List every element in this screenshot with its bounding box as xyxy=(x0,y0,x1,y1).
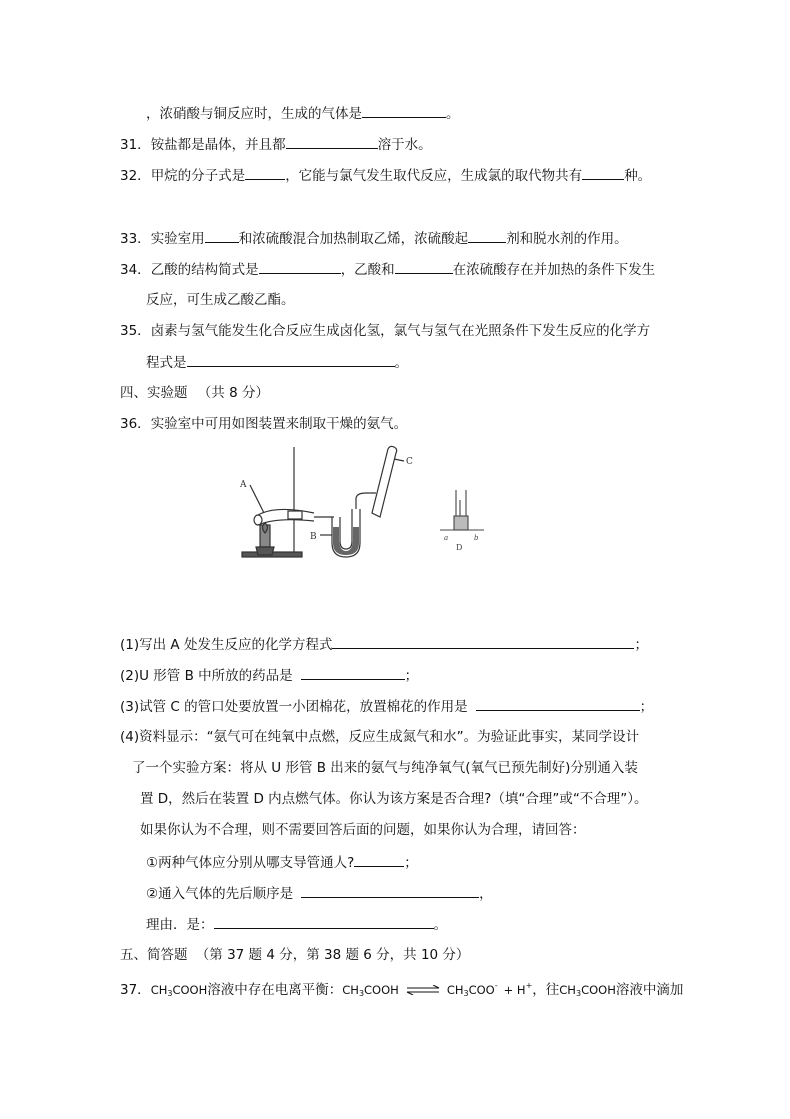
q34-post: 在浓硫酸存在并加热的条件下发生 xyxy=(452,262,656,278)
section-5-heading xyxy=(120,945,469,965)
q36-p3-blank[interactable] xyxy=(476,696,640,711)
q30-blank[interactable] xyxy=(362,103,446,118)
question-37 xyxy=(120,976,683,1004)
q33-pre: 实验室用 xyxy=(150,231,205,247)
q37-hydrogen-ion xyxy=(504,983,533,997)
q34-line-2: 反应，可生成乙酸乙酯。 xyxy=(146,292,295,308)
device-d-label: D xyxy=(456,543,463,552)
q36-sub-2 xyxy=(146,883,493,904)
q36-p1-semicolon: ； xyxy=(634,637,648,653)
q34-mid: ，乙酸和 xyxy=(340,262,395,278)
q35-pre: 程式是 xyxy=(146,355,187,371)
q36-part-4-line-1: (4)资料显示：“氨气可在纯氧中点燃，反应生成氮气和水”。为验证此事实，某同学设计 xyxy=(120,729,640,745)
q35-post: 。 xyxy=(394,355,408,371)
test-tube-c xyxy=(372,446,397,517)
equilibrium-arrow-icon xyxy=(405,985,441,995)
q33-number: 33． xyxy=(120,231,151,247)
q36-part-1 xyxy=(120,634,648,655)
q37-text-3: 溶液中滴加 xyxy=(615,982,684,998)
q37-formula-2 xyxy=(342,983,399,997)
question-32 xyxy=(120,165,651,186)
u-tube-inner xyxy=(340,509,352,549)
q36-s2-text: ②通入气体的先后顺序是 xyxy=(146,886,294,902)
q36-p1-text: (1)写出 A 处发生反应的化学方程式 xyxy=(120,637,333,653)
q37-h-charge: + xyxy=(525,981,533,990)
device-d-label-a: a xyxy=(444,534,449,542)
q36-s1-text: ①两种气体应分别从哪支导管通人? xyxy=(146,855,355,871)
q37-f3-b: COO xyxy=(468,983,495,997)
q35-line-2 xyxy=(146,352,408,373)
q36-s1-semicolon: ； xyxy=(404,855,418,871)
q36-p2-blank[interactable] xyxy=(301,665,405,680)
q36-text: 实验室中可用如图装置来制取干燥的氨气。 xyxy=(150,416,408,432)
section-4-points: （共 8 分） xyxy=(197,385,269,401)
q37-f3-sub: 3 xyxy=(463,989,469,998)
u-tube-drying-agent xyxy=(333,527,359,555)
q30-pre: ，浓硝酸与铜反应时，生成的气体是 xyxy=(146,106,362,122)
q36-sub-1 xyxy=(146,852,418,873)
q37-f2-b: COOH xyxy=(364,983,399,997)
line-q30-end xyxy=(146,103,460,124)
label-b: B xyxy=(310,532,317,542)
q31-number: 31． xyxy=(120,137,151,153)
q35-line-1: 卤素与氢气能发生化合反应生成卤化氢，氯气与氢气在光照条件下发生反应的化学方 xyxy=(150,323,651,339)
q37-formula-1 xyxy=(151,983,208,997)
q34-blank-2[interactable] xyxy=(395,259,453,274)
q36-number: 36． xyxy=(120,416,151,432)
q37-text-2: ，往 xyxy=(532,982,560,998)
device-d-label-b: b xyxy=(474,534,479,542)
q32-number: 32． xyxy=(120,168,151,184)
q37-f1-a: CH xyxy=(150,983,168,997)
q37-f2-a: CH xyxy=(342,983,359,997)
q37-formula-4 xyxy=(559,983,616,997)
q37-f3-a: CH xyxy=(446,983,464,997)
q36-p2-semicolon: ； xyxy=(404,668,419,684)
q33-post: 剂和脱水剂的作用。 xyxy=(506,231,628,247)
label-a: A xyxy=(240,480,247,490)
device-d-figure xyxy=(436,486,488,554)
q36-part-2 xyxy=(120,665,418,686)
q37-f4-a: CH xyxy=(559,983,576,997)
q37-plus-h: + H xyxy=(503,983,526,997)
clamp xyxy=(288,511,302,519)
q36-p3-text: (3)试管 C 的管口处要放置一小团棉花，放置棉花的作用是 xyxy=(120,699,468,715)
q37-formula-3 xyxy=(447,983,498,997)
q36-s1-blank[interactable] xyxy=(354,852,404,867)
flame xyxy=(263,523,268,533)
q37-f4-b: COOH xyxy=(581,983,616,997)
q36-s3-blank[interactable] xyxy=(214,914,434,929)
q37-text-1: 溶液中存在电离平衡： xyxy=(207,982,343,998)
q36-sub-3 xyxy=(146,914,447,935)
q35-number: 35． xyxy=(120,323,151,339)
q31-pre: 铵盐都是晶体，并且都 xyxy=(150,137,286,153)
section-4-heading xyxy=(120,383,269,403)
device-d-base xyxy=(454,516,468,530)
q32-mid: ，它能与氯气发生取代反应，生成氯的取代物共有 xyxy=(285,168,583,184)
q37-f4-sub: 3 xyxy=(575,989,582,998)
q33-blank-1[interactable] xyxy=(205,228,239,243)
q32-blank-1[interactable] xyxy=(245,165,285,180)
q36-part-3 xyxy=(120,696,653,717)
q31-blank[interactable] xyxy=(286,134,378,149)
alcohol-lamp xyxy=(256,547,274,555)
section-5-points: （第 37 题 4 分，第 38 题 6 分，共 10 分） xyxy=(195,947,470,963)
q36-p2-text: (2)U 形管 B 中所放的药品是 xyxy=(120,668,293,684)
q37-f2-sub: 3 xyxy=(358,989,365,998)
q37-f1-sub: 3 xyxy=(167,989,173,998)
question-36 xyxy=(120,414,407,434)
question-35 xyxy=(120,321,650,341)
q33-blank-2[interactable] xyxy=(468,228,506,243)
question-33 xyxy=(120,228,628,249)
q33-mid: 和浓硫酸混合加热制取乙烯，浓硫酸起 xyxy=(238,231,469,247)
question-34 xyxy=(120,259,655,280)
label-a-pointer xyxy=(250,485,264,513)
q36-part-4-line-3: 置 D，然后在装置 D 内点燃气体。你认为该方案是否合理?（填“合理”或“不合理”）。 xyxy=(140,791,648,807)
q32-blank-2[interactable] xyxy=(582,165,624,180)
q34-number: 34． xyxy=(120,262,151,278)
section-5-title: 五、简答题 xyxy=(120,947,188,963)
q35-blank[interactable] xyxy=(187,352,395,367)
q32-post: 种。 xyxy=(624,168,652,184)
q36-s2-blank[interactable] xyxy=(301,883,479,898)
q34-blank-1[interactable] xyxy=(259,259,341,274)
q36-s3-period: 。 xyxy=(433,917,447,933)
q36-p1-blank[interactable] xyxy=(332,634,634,649)
q31-post: 溶于水。 xyxy=(377,137,432,153)
q30-post: 。 xyxy=(446,106,460,122)
question-31 xyxy=(120,134,432,155)
q34-pre: 乙酸的结构简式是 xyxy=(150,262,259,278)
label-c: C xyxy=(406,457,413,467)
q37-f3-charge: - xyxy=(494,981,498,990)
tube-a-upper xyxy=(258,509,314,515)
q37-f1-b: COOH xyxy=(172,983,208,997)
tube-a-end xyxy=(254,515,262,525)
q32-pre: 甲烷的分子式是 xyxy=(150,168,246,184)
q36-part-4-line-2: 了一个实验方案：将从 U 形管 B 出来的氨气与纯净氧气(氧气已预先制好)分别通入装 xyxy=(132,760,638,776)
q36-s3-text: 理由．是： xyxy=(146,917,214,933)
q36-p3-semicolon: ； xyxy=(639,699,654,715)
label-c-pointer xyxy=(394,459,404,461)
q36-part-4-line-4: 如果你认为不合理，则不需要回答后面的问题，如果你认为合理，请回答： xyxy=(140,822,586,838)
section-4-title: 四、实验题 xyxy=(120,385,188,401)
q36-s2-comma: ， xyxy=(479,886,493,902)
q37-number: 37． xyxy=(120,982,151,998)
